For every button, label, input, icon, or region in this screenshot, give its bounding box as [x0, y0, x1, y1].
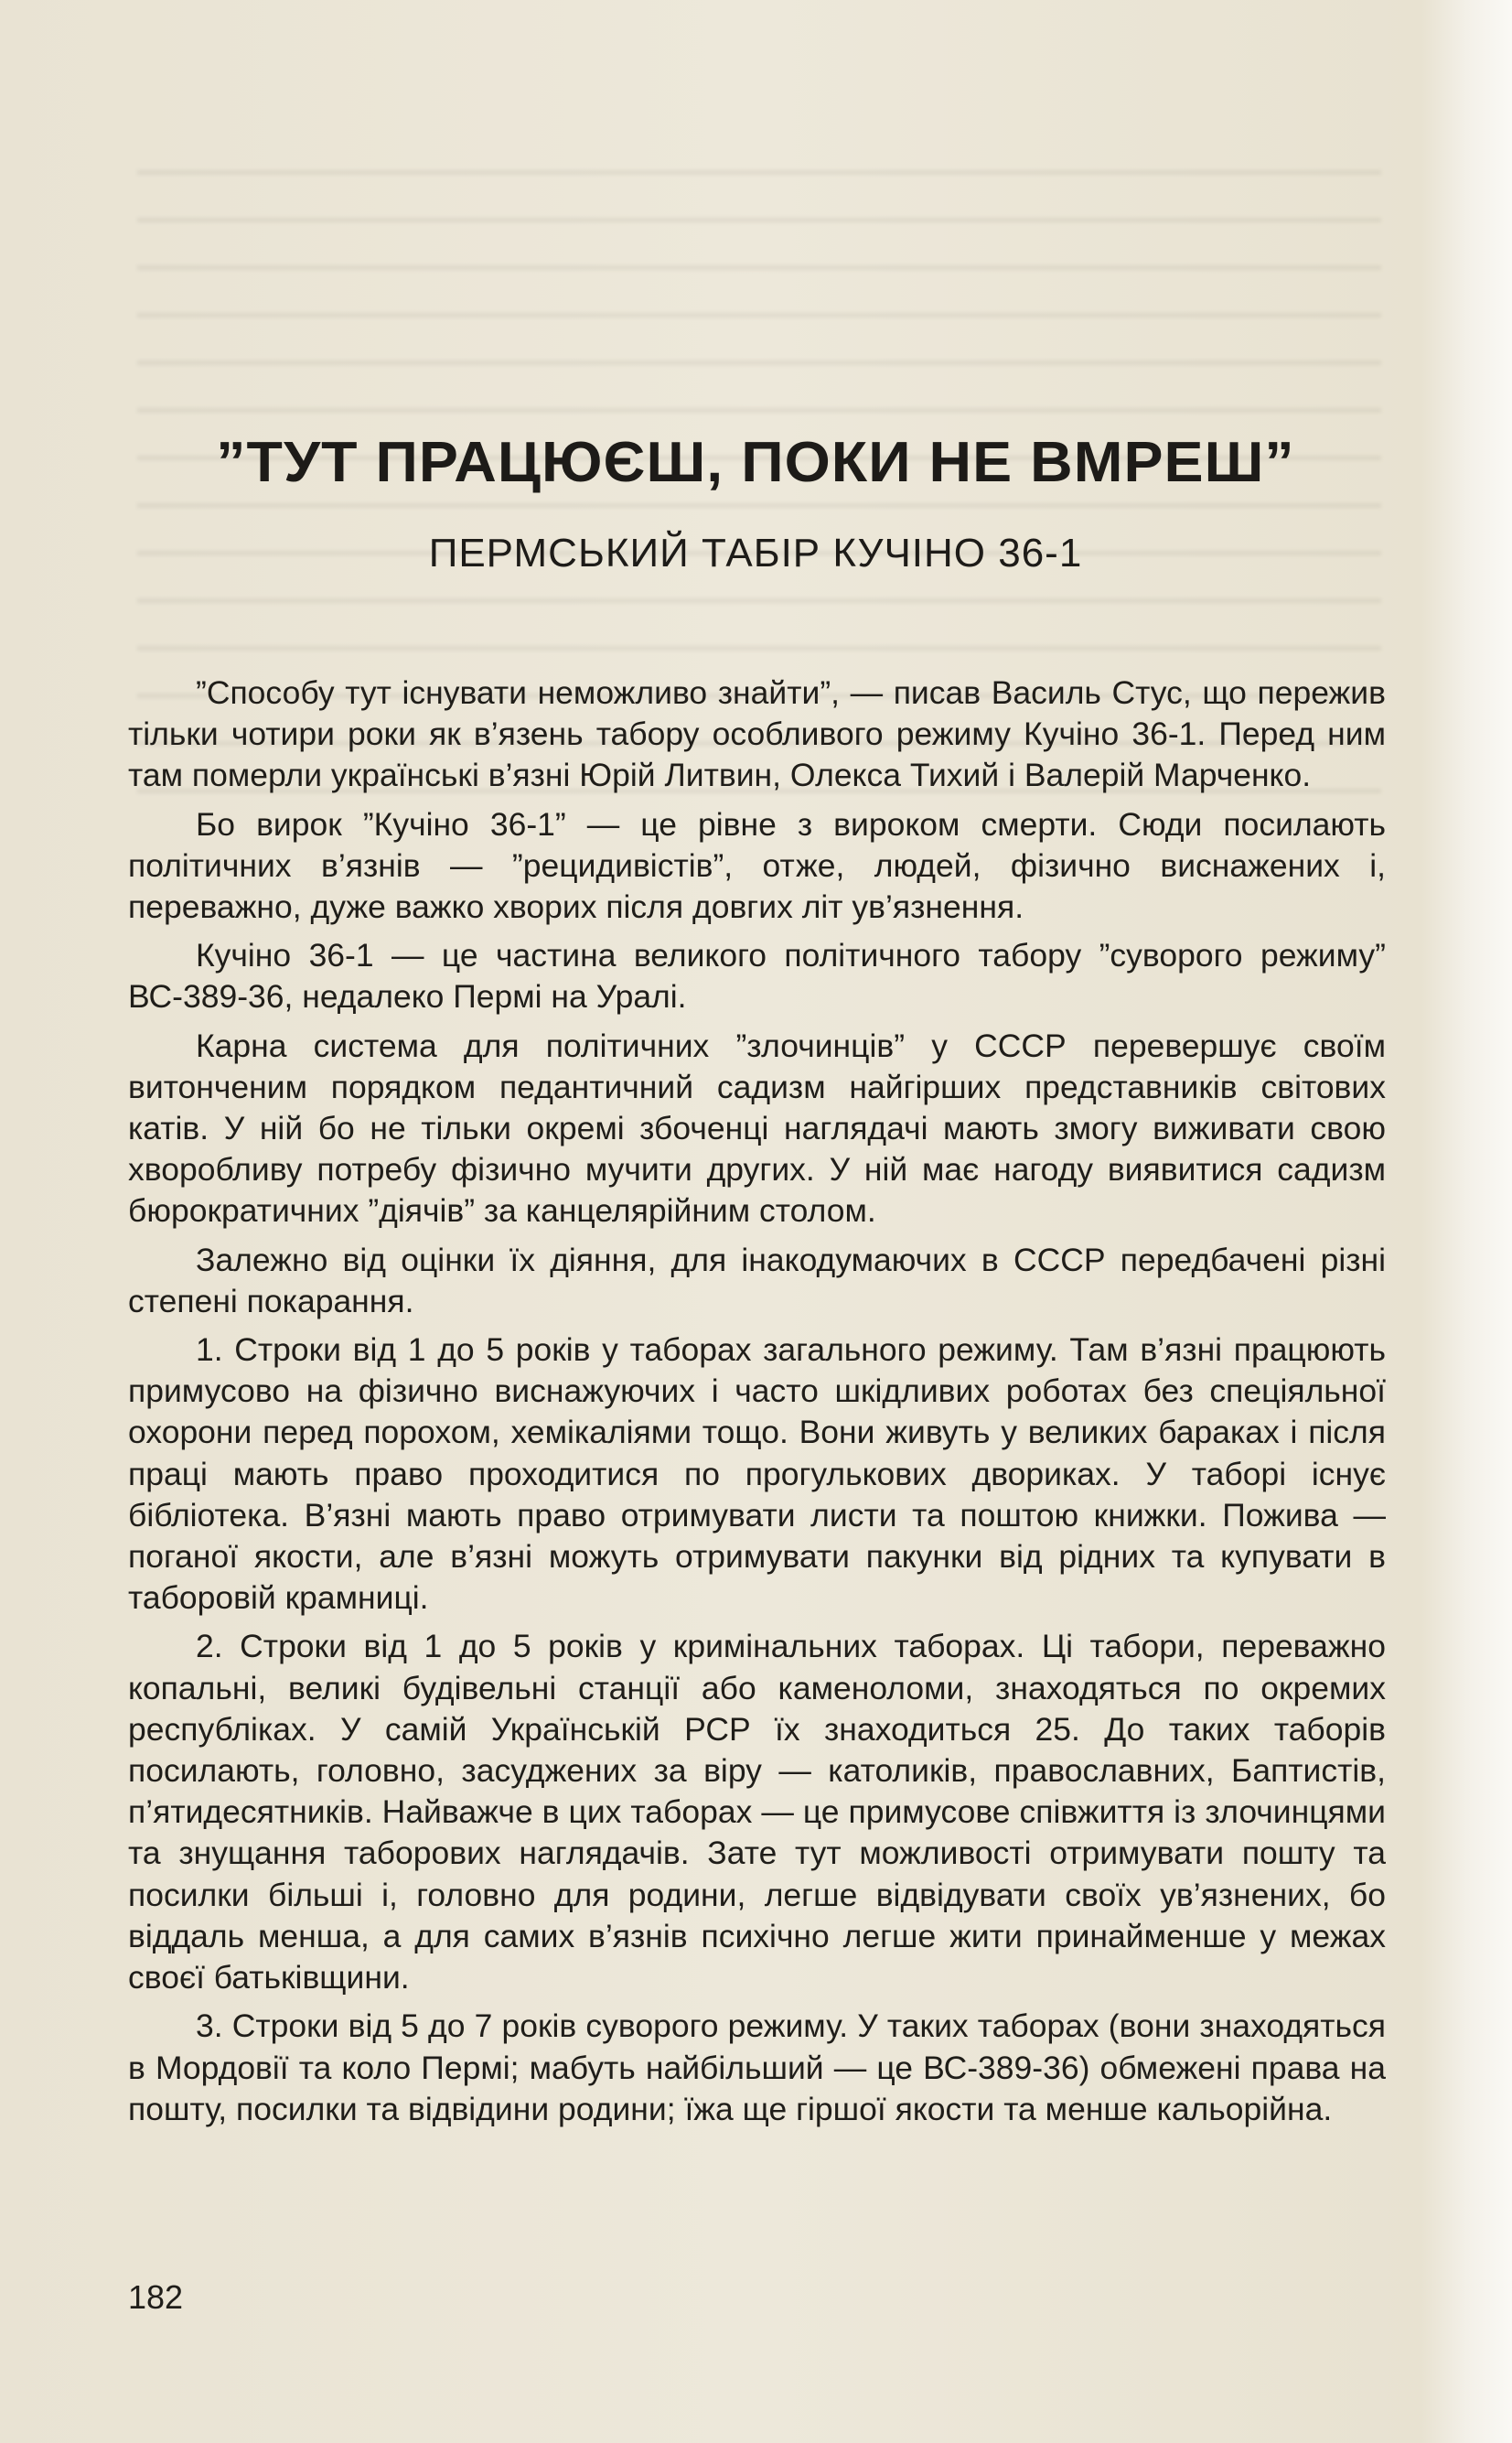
- paragraph: Карна система для політичних ”злочинців” у СССР перевершує своїм витонченим порядком педантичний садизм найгірших представників світових катів. У ній бо не тільки окремі збоченці наглядачі мають змогу виживати свою хворобливу потребу фізично мучити других. У ній має нагоду виявитися садизм бюрократичних ”діячів” за канцелярійним столом.: [128, 1027, 1386, 1230]
- paragraph: 1. Строки від 1 до 5 років у таборах загального режиму. Там в’язні працюють примусово на фізично виснажуючих і часто шкідливих роботах без спеціяльної охорони перед порохом, хемікаліями тощо. Вони живуть у великих бараках і після праці мають право проходитися по прогулькових двориках. У таборі існує бібліотека. В’язні мають право отримувати листи та поштою книжки. Пожива — поганої якости, але в’язні можуть отримувати пакунки від рідних та купувати в таборовій крамниці.: [128, 1331, 1386, 1617]
- paragraph: Кучіно 36-1 — це частина великого політичного табору ”суворого режиму” ВС-389-36, недалеко Пермі на Уралі.: [128, 937, 1386, 1016]
- paragraph: Бо вирок ”Кучіно 36-1” — це рівне з вироком смерти. Сюди посилають політичних в’язнів — ”рецидивістів”, отже, людей, фізично виснажених і, переважно, дуже важко хворих після довгих літ ув’язнення.: [128, 805, 1386, 926]
- body-text: [128, 673, 1386, 2137]
- chapter-title: ”ТУТ ПРАЦЮЄШ, ПОКИ НЕ ВМРЕШ”: [216, 431, 1295, 494]
- paragraph: ”Способу тут існувати неможливо знайти”, — писав Василь Стус, що пережив тільки чотири роки як в’язень табору особливого режиму Кучіно 36-1. Перед ним там померли українські в’язні Юрій Литвин, Олекса Тихий і Валерій Марченко.: [128, 674, 1386, 794]
- paragraph: Залежно від оцінки їх діяння, для інакодумаючих в СССР передбачені різні степені покарання.: [128, 1241, 1386, 1319]
- paragraph: 3. Строки від 5 до 7 років суворого режиму. У таких таборах (вони знаходяться в Мордовії та коло Пермі; мабуть найбільший — це ВС-389-36) обмежені права на пошту, посилки та відвідини родини; їжа ще гіршої якости та менше кальорійна.: [128, 2007, 1386, 2127]
- chapter-subtitle: ПЕРМСЬКИЙ ТАБІР КУЧІНО 36-1: [428, 531, 1083, 576]
- paragraph: 2. Строки від 1 до 5 років у кримінальних таборах. Ці табори, переважно копальні, великі будівельні станції або каменоломи, знаходяться по окремих республіках. У самій Українській РСР їх знаходиться 25. До таких таборів посилають, головно, засуджених за віру — католиків, православних, Баптистів, п’ятидесятників. Найважче в цих таборах — це примусове співжиття із злочинцями та знущання таборових наглядачів. Зате тут можливості отримувати пошту та посилки більші і, головно для родини, легше відвідувати своїх ув’язнених, бо віддаль менша, а для самих в’язнів психічно легше жити принайменше у межах своєї батьківщини.: [128, 1628, 1386, 1996]
- page-number: 182: [128, 2278, 184, 2316]
